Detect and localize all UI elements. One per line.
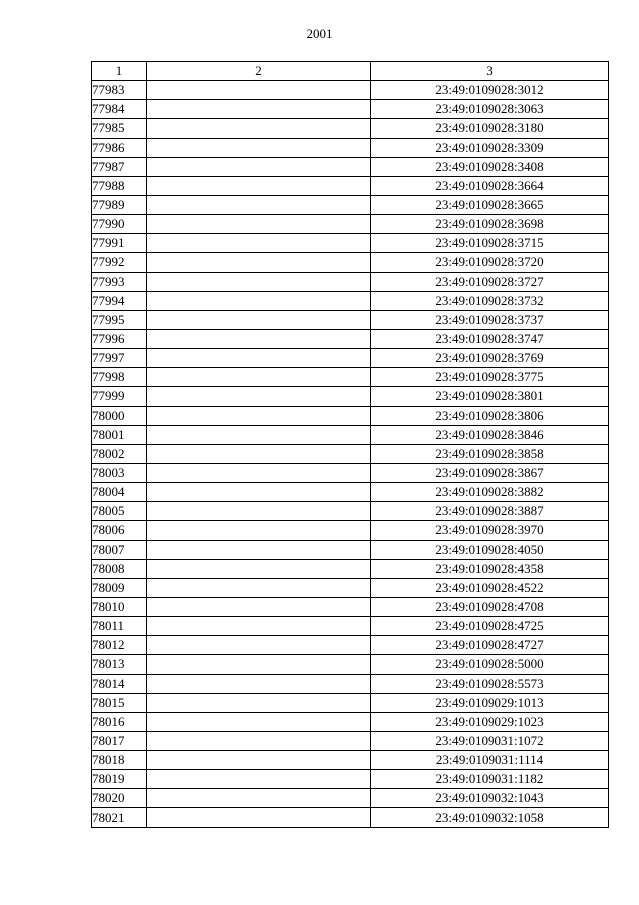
row-number-cell: 77984 [92,100,147,119]
cadastral-number-cell: 23:49:0109028:3664 [371,176,609,195]
table-row [92,349,609,368]
description-cell [147,540,371,559]
description-cell [147,463,371,482]
cadastral-number-cell: 23:49:0109028:3698 [371,215,609,234]
row-number-cell: 78004 [92,483,147,502]
table-row [92,617,609,636]
description-cell [147,234,371,253]
description-cell [147,655,371,674]
table-row [92,119,609,138]
table-row [92,463,609,482]
cadastral-number-cell: 23:49:0109028:3970 [371,521,609,540]
description-cell [147,578,371,597]
table-row [92,597,609,616]
cadastral-number-cell: 23:49:0109031:1072 [371,731,609,750]
table-row [92,81,609,100]
description-cell [147,349,371,368]
cadastral-number-cell: 23:49:0109032:1058 [371,808,609,827]
description-cell [147,712,371,731]
cadastral-number-cell: 23:49:0109028:4050 [371,540,609,559]
row-number-cell: 77997 [92,349,147,368]
table-row [92,157,609,176]
table-row [92,540,609,559]
description-cell [147,81,371,100]
table-row [92,138,609,157]
row-number-cell: 78001 [92,425,147,444]
cadastral-number-cell: 23:49:0109028:3665 [371,195,609,214]
table-row [92,578,609,597]
cadastral-number-cell: 23:49:0109028:3727 [371,272,609,291]
row-number-cell: 77987 [92,157,147,176]
row-number-cell: 77991 [92,234,147,253]
row-number-cell: 77999 [92,387,147,406]
row-number-cell: 78018 [92,751,147,770]
row-number-cell: 77996 [92,329,147,348]
description-cell [147,119,371,138]
table-row [92,234,609,253]
cadastral-number-cell: 23:49:0109028:3180 [371,119,609,138]
table-row [92,215,609,234]
description-cell [147,272,371,291]
cadastral-number-cell: 23:49:0109029:1023 [371,712,609,731]
table-row [92,751,609,770]
table-row [92,387,609,406]
cadastral-number-cell: 23:49:0109029:1013 [371,693,609,712]
table-body [92,81,609,827]
description-cell [147,502,371,521]
row-number-cell: 77994 [92,291,147,310]
table-row [92,272,609,291]
cadastral-number-cell: 23:49:0109031:1182 [371,770,609,789]
cadastral-number-cell: 23:49:0109028:4727 [371,636,609,655]
cadastral-number-cell: 23:49:0109028:3858 [371,444,609,463]
description-cell [147,789,371,808]
table-row [92,253,609,272]
description-cell [147,253,371,272]
table-row [92,310,609,329]
row-number-cell: 77995 [92,310,147,329]
description-cell [147,597,371,616]
row-number-cell: 77983 [92,81,147,100]
page-number: 2001 [306,26,333,41]
description-cell [147,310,371,329]
row-number-cell: 78011 [92,617,147,636]
cadastral-number-cell: 23:49:0109028:3012 [371,81,609,100]
description-cell [147,100,371,119]
cadastral-number-cell: 23:49:0109028:3063 [371,100,609,119]
row-number-cell: 77990 [92,215,147,234]
cadastral-number-cell: 23:49:0109028:3737 [371,310,609,329]
cadastral-number-cell: 23:49:0109028:4358 [371,559,609,578]
row-number-cell: 78007 [92,540,147,559]
row-number-cell: 78021 [92,808,147,827]
description-cell [147,521,371,540]
row-number-cell: 77998 [92,368,147,387]
table-row [92,693,609,712]
column-header-1: 1 [92,62,147,81]
description-cell [147,329,371,348]
row-number-cell: 78002 [92,444,147,463]
row-number-cell: 78019 [92,770,147,789]
row-number-cell: 78020 [92,789,147,808]
cadastral-number-cell: 23:49:0109028:4725 [371,617,609,636]
table-row [92,712,609,731]
row-number-cell: 78014 [92,674,147,693]
cadastral-number-cell: 23:49:0109028:5000 [371,655,609,674]
cadastral-number-cell: 23:49:0109028:4522 [371,578,609,597]
table-row [92,521,609,540]
table-row [92,770,609,789]
cadastral-number-cell: 23:49:0109028:3720 [371,253,609,272]
table-row [92,789,609,808]
description-cell [147,157,371,176]
column-header-2: 2 [147,62,371,81]
description-cell [147,636,371,655]
description-cell [147,368,371,387]
table-row [92,100,609,119]
cadastral-number-cell: 23:49:0109028:3801 [371,387,609,406]
row-number-cell: 77986 [92,138,147,157]
row-number-cell: 78006 [92,521,147,540]
description-cell [147,406,371,425]
description-cell [147,483,371,502]
description-cell [147,808,371,827]
row-number-cell: 78010 [92,597,147,616]
cadastral-number-cell: 23:49:0109028:3867 [371,463,609,482]
cadastral-number-cell: 23:49:0109028:5573 [371,674,609,693]
table-row [92,368,609,387]
table-row [92,808,609,827]
cadastral-number-cell: 23:49:0109028:3887 [371,502,609,521]
row-number-cell: 78003 [92,463,147,482]
cadastral-number-cell: 23:49:0109028:3747 [371,329,609,348]
table-row [92,425,609,444]
description-cell [147,444,371,463]
cadastral-number-cell: 23:49:0109028:3309 [371,138,609,157]
cadastral-number-cell: 23:49:0109032:1043 [371,789,609,808]
table-row [92,655,609,674]
description-cell [147,138,371,157]
row-number-cell: 78012 [92,636,147,655]
table-row [92,329,609,348]
table-row [92,731,609,750]
description-cell [147,176,371,195]
row-number-cell: 78000 [92,406,147,425]
cadastral-number-cell: 23:49:0109028:3806 [371,406,609,425]
cadastral-number-cell: 23:49:0109031:1114 [371,751,609,770]
row-number-cell: 77993 [92,272,147,291]
table-row [92,636,609,655]
table-row [92,502,609,521]
cadastral-number-cell: 23:49:0109028:3769 [371,349,609,368]
description-cell [147,387,371,406]
row-number-cell: 78017 [92,731,147,750]
row-number-cell: 78013 [92,655,147,674]
description-cell [147,751,371,770]
header-row [92,62,609,81]
row-number-cell: 77989 [92,195,147,214]
column-header-3: 3 [371,62,609,81]
row-number-cell: 78009 [92,578,147,597]
table-row [92,674,609,693]
description-cell [147,559,371,578]
cadastral-number-cell: 23:49:0109028:3408 [371,157,609,176]
row-number-cell: 77985 [92,119,147,138]
table-row [92,444,609,463]
table-row [92,559,609,578]
description-cell [147,617,371,636]
row-number-cell: 78015 [92,693,147,712]
row-number-cell: 77992 [92,253,147,272]
description-cell [147,770,371,789]
table-row [92,483,609,502]
table-row [92,176,609,195]
description-cell [147,674,371,693]
cadastral-number-cell: 23:49:0109028:3715 [371,234,609,253]
cadastral-number-cell: 23:49:0109028:3732 [371,291,609,310]
cadastral-number-cell: 23:49:0109028:3846 [371,425,609,444]
table-header [92,62,609,81]
row-number-cell: 78005 [92,502,147,521]
description-cell [147,291,371,310]
registry-table [91,61,609,828]
cadastral-number-cell: 23:49:0109028:4708 [371,597,609,616]
description-cell [147,425,371,444]
description-cell [147,195,371,214]
row-number-cell: 77988 [92,176,147,195]
cadastral-number-cell: 23:49:0109028:3882 [371,483,609,502]
row-number-cell: 78008 [92,559,147,578]
cadastral-number-cell: 23:49:0109028:3775 [371,368,609,387]
description-cell [147,731,371,750]
table-row [92,291,609,310]
description-cell [147,215,371,234]
row-number-cell: 78016 [92,712,147,731]
description-cell [147,693,371,712]
table-row [92,195,609,214]
table-row [92,406,609,425]
